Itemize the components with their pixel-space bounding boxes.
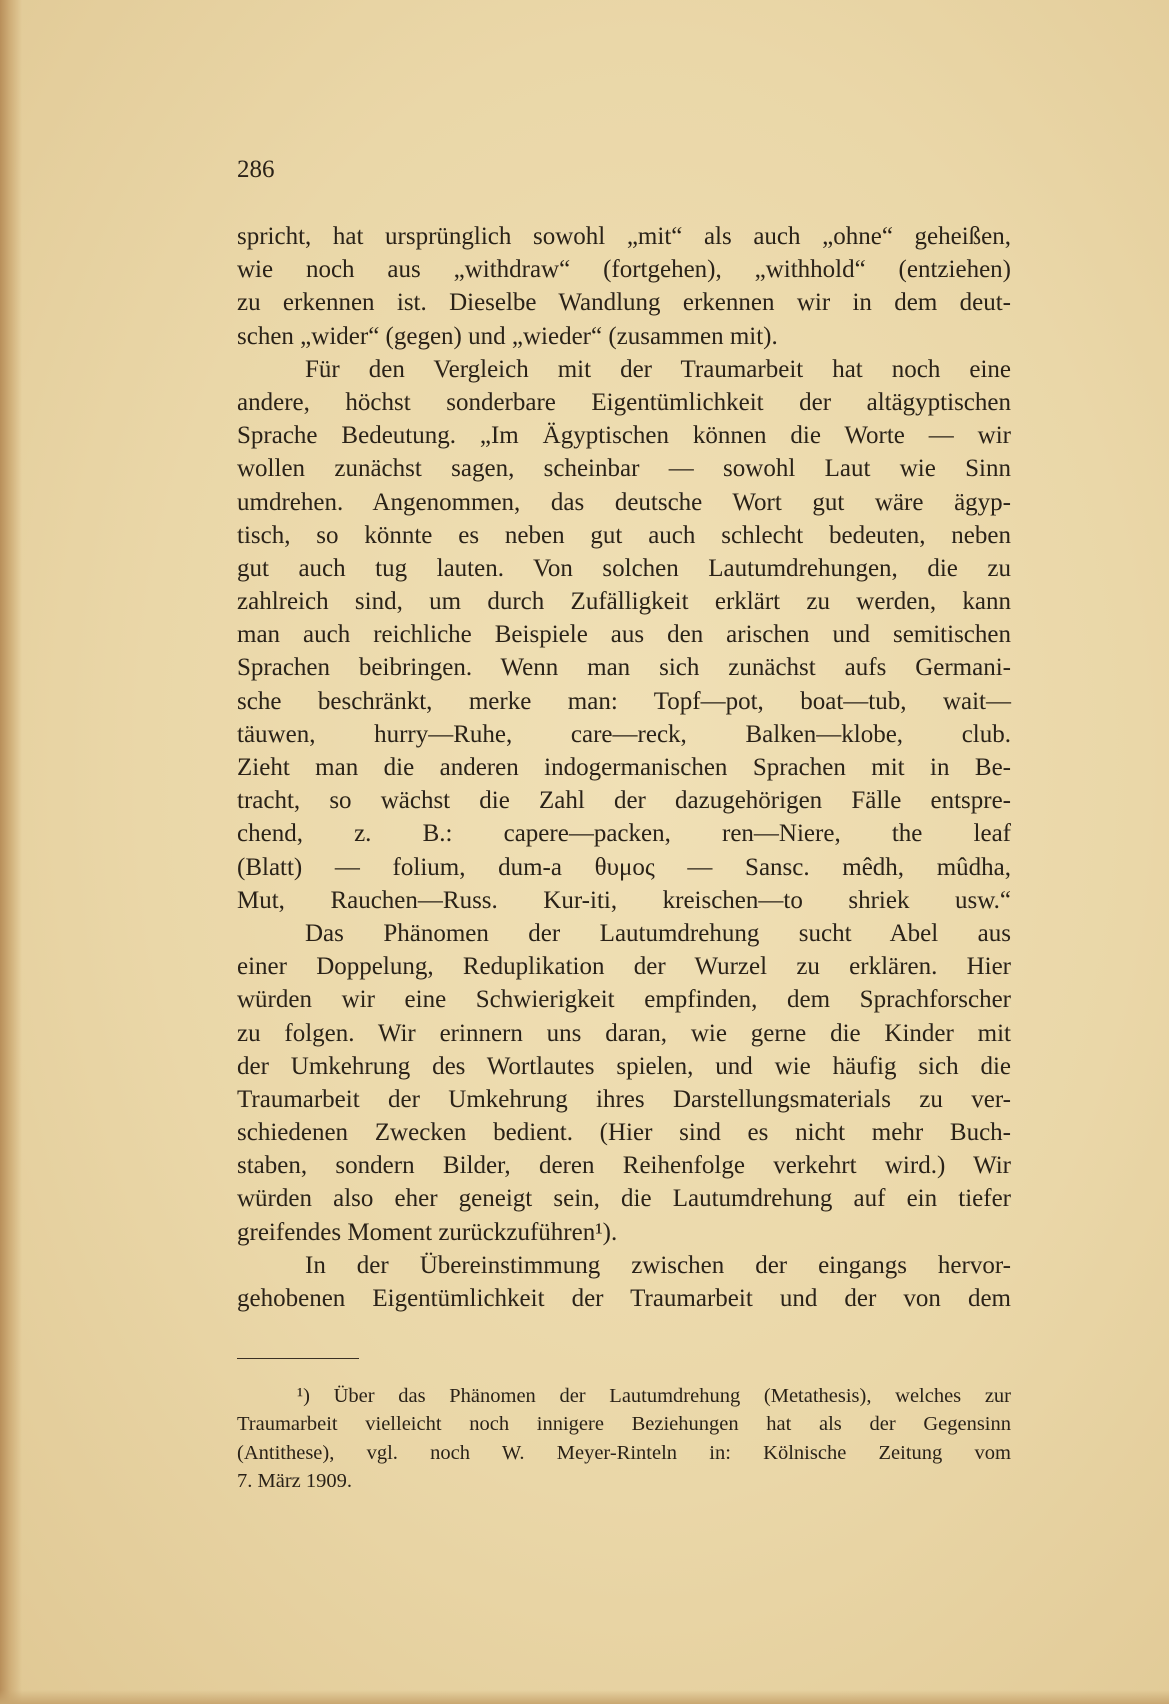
text-line: zahlreich sind, um durch Zufälligkeit erklärt zu werden, kann [237, 588, 1011, 616]
text-line: tracht, so wächst die Zahl der dazugehörigen Fälle entspre- [237, 787, 1011, 815]
text-line: andere, höchst sonderbare Eigentümlichkeit der altägyptischen [237, 388, 1011, 416]
text-line: zu erkennen ist. Dieselbe Wandlung erkennen wir in dem deut- [237, 289, 1011, 317]
text-line: umdrehen. Angenommen, das deutsche Wort gut wäre ägyp- [237, 488, 1011, 516]
text-line: einer Doppelung, Reduplikation der Wurzel zu erklären. Hier [237, 953, 1011, 981]
text-line: Sprachen beibringen. Wenn man sich zunächst aufs Germani- [237, 654, 1011, 682]
page-number: 286 [237, 156, 275, 183]
footnote-divider [237, 1358, 359, 1359]
footnote-line: 7. März 1909. [237, 1469, 353, 1492]
text-line: sche beschränkt, merke man: Topf—pot, boat—tub, wait— [237, 687, 1011, 715]
text-line: wollen zunächst sagen, scheinbar — sowohl Laut wie Sinn [237, 455, 1011, 483]
text-line: Sprache Bedeutung. „Im Ägyptischen können die Worte — wir [237, 422, 1011, 450]
text-line: chend, z. B.: capere—packen, ren—Niere, the leaf [237, 820, 1011, 848]
text-line: schen „wider“ (gegen) und „wieder“ (zusammen mit). [237, 322, 778, 350]
footnote-line: (Antithese), vgl. noch W. Meyer-Rinteln in: Kölnische Zeitung vom [237, 1441, 1011, 1464]
text-line: würden also eher geneigt sein, die Lautumdrehung auf ein tiefer [237, 1185, 1011, 1213]
text-line: würden wir eine Schwierigkeit empfinden, dem Sprachforscher [237, 986, 1011, 1014]
text-line: Das Phänomen der Lautumdrehung sucht Abel aus [305, 919, 1011, 947]
text-line: Mut, Rauchen—Russ. Kur-iti, kreischen—to shriek usw.“ [237, 886, 1011, 914]
text-line: (Blatt) — folium, dum-a θυμος — Sansc. mêdh, mûdha, [237, 853, 1011, 881]
text-line: täuwen, hurry—Ruhe, care—reck, Balken—klobe, club. [237, 720, 1011, 748]
text-line: man auch reichliche Beispiele aus den arischen und semitischen [237, 621, 1011, 649]
text-line: Zieht man die anderen indogermanischen Sprachen mit in Be- [237, 754, 1011, 781]
text-line: spricht, hat ursprünglich sowohl „mit“ als auch „ohne“ geheißen, [237, 223, 1011, 250]
text-line: tisch, so könnte es neben gut auch schlecht bedeuten, neben [237, 521, 1011, 549]
text-line: der Umkehrung des Wortlautes spielen, und wie häufig sich die [237, 1052, 1011, 1080]
text-line: wie noch aus „withdraw“ (fortgehen), „withhold“ (entziehen) [237, 256, 1011, 284]
footnote-line: Traumarbeit vielleicht noch innigere Beziehungen hat als der Gegensinn [237, 1413, 1011, 1436]
text-line: schiedenen Zwecken bedient. (Hier sind es nicht mehr Buch- [237, 1119, 1011, 1147]
page-bottom-shadow [0, 1690, 1169, 1704]
text-line: Für den Vergleich mit der Traumarbeit hat noch eine [305, 355, 1011, 383]
text-line: zu folgen. Wir erinnern uns daran, wie gerne die Kinder mit [237, 1019, 1011, 1047]
body-text [237, 220, 1011, 1315]
text-line: greifendes Moment zurückzuführen¹). [237, 1218, 618, 1246]
footnotes [237, 1382, 1011, 1495]
page-binding-shadow [0, 0, 22, 1704]
text-line: In der Übereinstimmung zwischen der eingangs hervor- [305, 1251, 1011, 1279]
text-line: gut auch tug lauten. Von solchen Lautumdrehungen, die zu [237, 554, 1011, 582]
text-line: Traumarbeit der Umkehrung ihres Darstellungsmaterials zu ver- [237, 1085, 1011, 1113]
text-line: gehobenen Eigentümlichkeit der Traumarbeit und der von dem [237, 1285, 1011, 1312]
footnote-line: ¹) Über das Phänomen der Lautumdrehung (Metathesis), welches zur [297, 1385, 1011, 1407]
text-line: staben, sondern Bilder, deren Reihenfolge verkehrt wird.) Wir [237, 1152, 1011, 1180]
